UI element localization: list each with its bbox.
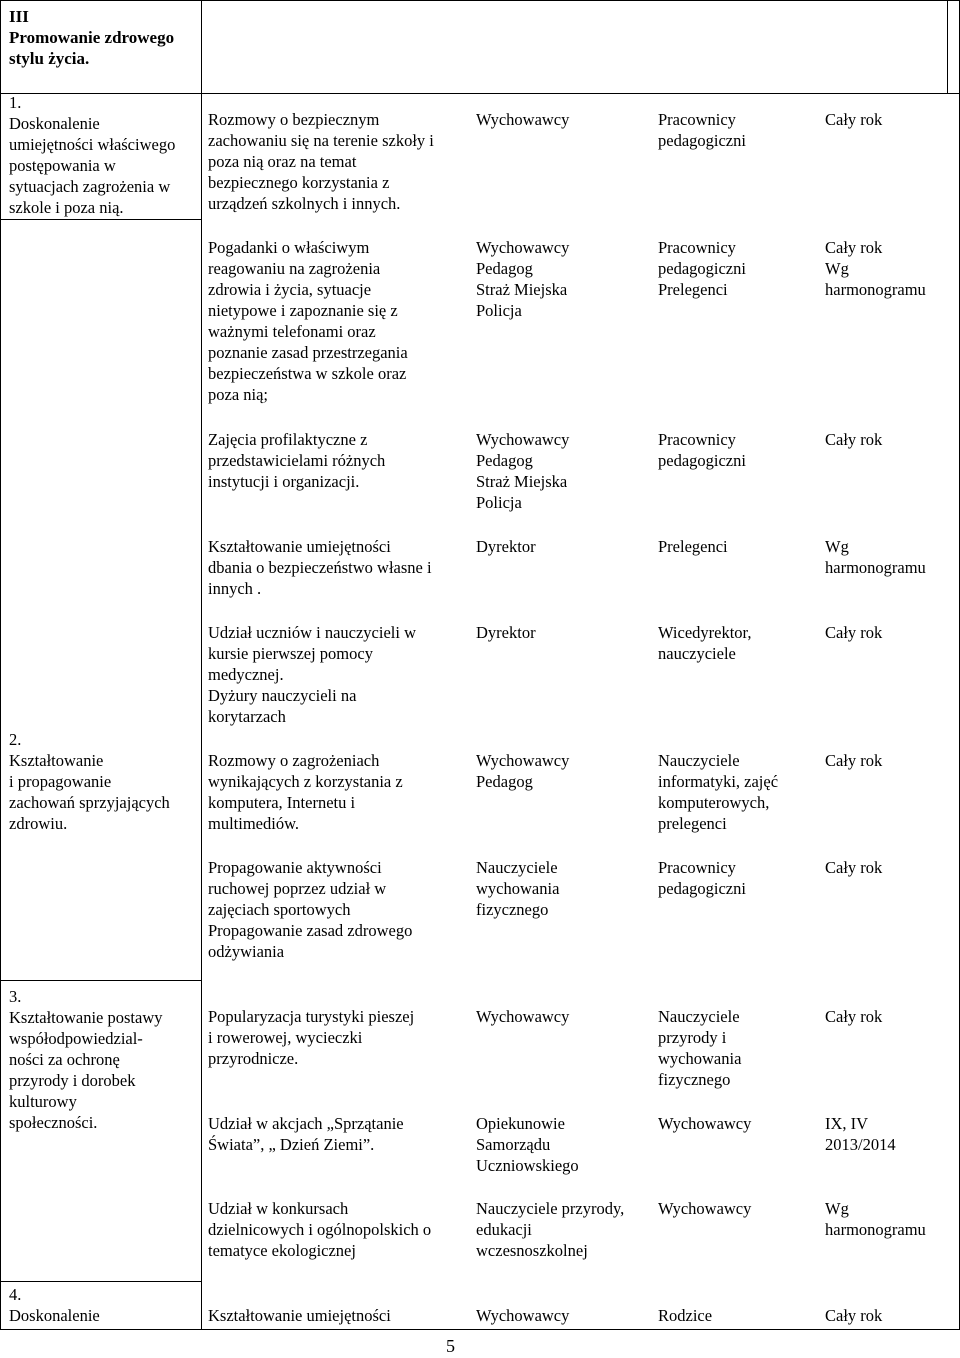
responsible-cell: Dyrektor <box>476 537 536 556</box>
term-cell: IX, IV 2013/2014 <box>825 1114 896 1154</box>
partners-cell: Nauczyciele informatyki, zajęć komputerowych, prelegenci <box>658 751 779 833</box>
task-cell: Rozmowy o bezpiecznym zachowaniu się na terenie szkoły i poza nią oraz na temat bezpiecznego korzystania z urządzeń szkolnych i innych. <box>208 110 434 213</box>
responsible-cell: Nauczyciele wychowania fizycznego <box>476 858 560 919</box>
task-cell: Popularyzacja turystyki pieszej i rowerowej, wycieczki przyrodnicze. <box>208 1007 415 1068</box>
term-cell: Cały rok <box>825 430 883 449</box>
goal-3: 3. Kształtowanie postawy współodpowiedzial- ności za ochronę przyrody i dorobek kulturowy społeczności. <box>9 987 163 1132</box>
responsible-cell: Wychowawcy Pedagog Straż Miejska Policja <box>476 430 570 512</box>
term-cell: Cały rok <box>825 110 883 129</box>
partners-cell: Pracownicy pedagogiczni <box>658 110 746 150</box>
table-top-border <box>0 0 960 1</box>
term-cell: Wg harmonogramu <box>825 1199 926 1239</box>
responsible-cell: Nauczyciele przyrody, edukacji wczesnoszkolnej <box>476 1199 625 1260</box>
responsible-cell: Wychowawcy Pedagog <box>476 751 570 791</box>
page-number: 5 <box>446 1336 455 1356</box>
responsible-cell: Wychowawcy <box>476 1306 570 1325</box>
term-cell: Cały rok <box>825 1306 883 1325</box>
section-3-header: III Promowanie zdrowego stylu życia. <box>9 7 175 68</box>
task-cell: Propagowanie aktywności ruchowej poprzez udział w zajęciach sportowych Propagowanie zasad zdrowego odżywiania <box>208 858 413 961</box>
header-right-divider <box>947 0 948 94</box>
goal-4: 4. Doskonalenie <box>9 1285 100 1325</box>
partners-cell: Wicedyrektor, nauczyciele <box>658 623 752 663</box>
term-cell: Cały rok <box>825 1007 883 1026</box>
goal3-bottom-border <box>0 1281 201 1282</box>
task-cell: Udział w akcjach „Sprzątanie Świata”, „ Dzień Ziemi”. <box>208 1114 404 1154</box>
partners-cell: Pracownicy pedagogiczni <box>658 858 746 898</box>
partners-cell: Pracownicy pedagogiczni <box>658 430 746 470</box>
term-cell: Cały rok Wg harmonogramu <box>825 238 926 299</box>
partners-cell: Pracownicy pedagogiczni Prelegenci <box>658 238 746 299</box>
responsible-cell: Wychowawcy <box>476 1007 570 1026</box>
goal-1: 1. Doskonalenie umiejętności właściwego postępowania w sytuacjach zagrożenia w szkole i poza nią. <box>9 93 176 217</box>
partners-cell: Nauczyciele przyrody i wychowania fizycznego <box>658 1007 742 1089</box>
partners-cell: Rodzice <box>658 1306 713 1325</box>
task-cell: Kształtowanie umiejętności dbania o bezpieczeństwo własne i innych . <box>208 537 432 598</box>
partners-cell: Wychowawcy <box>658 1199 752 1218</box>
partners-cell: Prelegenci <box>658 537 728 556</box>
term-cell: Cały rok <box>825 751 883 770</box>
goal-column-divider <box>201 0 202 1330</box>
table-bottom-border <box>0 1329 960 1330</box>
responsible-cell: Wychowawcy Pedagog Straż Miejska Policja <box>476 238 570 320</box>
task-cell: Pogadanki o właściwym reagowaniu na zagrożenia zdrowia i życia, sytuacje nietypowe i zapoznanie się z ważnymi telefonami oraz poznanie zasad przestrzegania bezpieczeństwa w szkole oraz poza nią; <box>208 238 408 404</box>
task-cell: Zajęcia profilaktyczne z przedstawicielami różnych instytucji i organizacji. <box>208 430 386 491</box>
task-cell: Udział uczniów i nauczycieli w kursie pierwszej pomocy medycznej. Dyżury nauczycieli na korytarzach <box>208 623 416 726</box>
goal1-bottom-border <box>0 219 201 220</box>
partners-cell: Wychowawcy <box>658 1114 752 1133</box>
task-cell: Udział w konkursach dzielnicowych i ogólnopolskich o tematyce ekologicznej <box>208 1199 432 1260</box>
responsible-cell: Opiekunowie Samorządu Uczniowskiego <box>476 1114 579 1175</box>
term-cell: Cały rok <box>825 623 883 642</box>
goal2-bottom-border <box>0 980 201 981</box>
task-cell: Rozmowy o zagrożeniach wynikających z korzystania z komputera, Internetu i multimediów. <box>208 751 403 833</box>
task-cell: Kształtowanie umiejętności <box>208 1306 391 1325</box>
responsible-cell: Dyrektor <box>476 623 536 642</box>
term-cell: Wg harmonogramu <box>825 537 926 577</box>
goal-2: 2. Kształtowanie i propagowanie zachowań sprzyjających zdrowiu. <box>9 730 170 833</box>
responsible-cell: Wychowawcy <box>476 110 570 129</box>
term-cell: Cały rok <box>825 858 883 877</box>
left-border <box>0 0 1 1330</box>
